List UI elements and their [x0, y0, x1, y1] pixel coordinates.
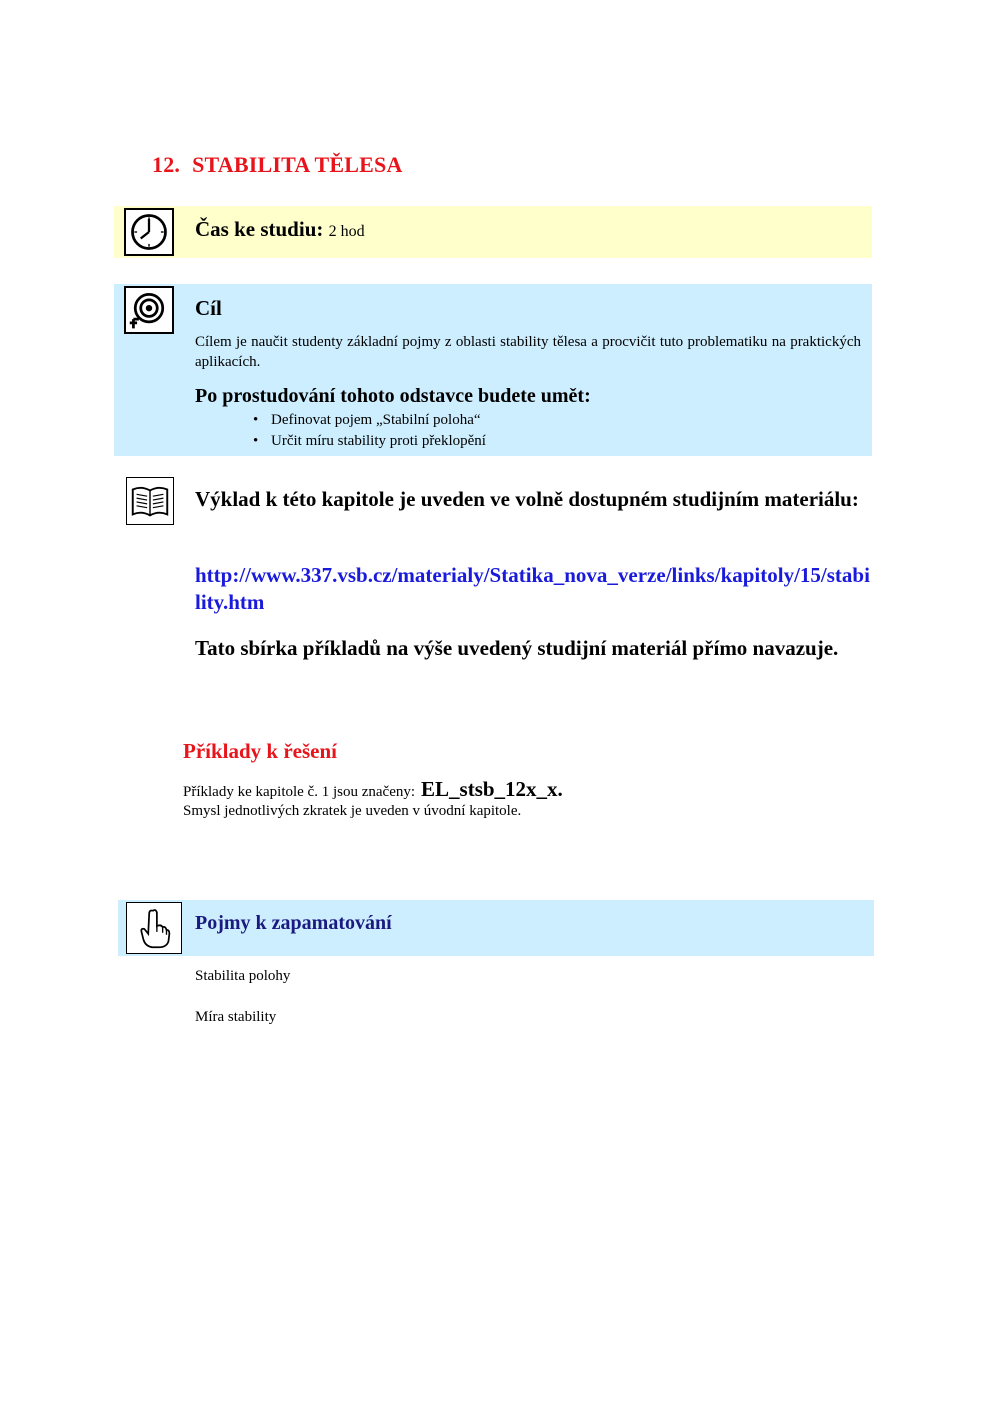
clock-icon — [124, 208, 174, 256]
pointing-hand-icon — [126, 902, 182, 954]
study-time — [195, 217, 365, 242]
study-time-value: 2 hod — [328, 223, 365, 240]
examples-code: EL_stsb_12x_x. — [421, 777, 563, 801]
goal-title: Cíl — [195, 296, 222, 320]
goal-subtitle: Po prostudování tohoto odstavce budete umět: — [195, 385, 591, 407]
study-time-label: Čas ke studiu: — [195, 217, 324, 241]
examples-line — [183, 777, 563, 802]
goal-list-item: • Definovat pojem „Stabilní poloha“ — [253, 410, 486, 431]
examples-title: Příklady k řešení — [183, 739, 338, 763]
goal-list-item: • Určit míru stability proti překlopění — [253, 431, 486, 452]
chapter-title-text: STABILITA TĚLESA — [192, 152, 403, 177]
goal-list — [253, 410, 486, 452]
term-item: Míra stability — [195, 1009, 277, 1025]
examples-line-text: Příklady ke kapitole č. 1 jsou značeny: — [183, 784, 416, 800]
explanation-follow-text: Tato sbírka příkladů na výše uvedený studijní materiál přímo navazuje. — [195, 636, 839, 660]
term-item: Stabilita polohy — [195, 968, 291, 984]
terms-title: Pojmy k zapamatování — [195, 912, 392, 934]
examples-note: Smysl jednotlivých zkratek je uveden v úvodní kapitole. — [183, 803, 522, 819]
goal-text: Cílem je naučit studenty základní pojmy z oblasti stability tělesa a procvičit tuto problematiku na praktických aplikacích. — [195, 334, 861, 370]
study-material-link[interactable]: http://www.337.vsb.cz/materialy/Statika_nova_verze/links/kapitoly/15/stability.htm — [195, 563, 870, 614]
book-icon — [126, 477, 174, 525]
chapter-number: 12. — [152, 152, 181, 177]
target-icon — [124, 286, 174, 334]
explanation-text: Výklad k této kapitole je uveden ve volně dostupném studijním materiálu: — [195, 487, 859, 511]
chapter-title — [152, 152, 403, 178]
